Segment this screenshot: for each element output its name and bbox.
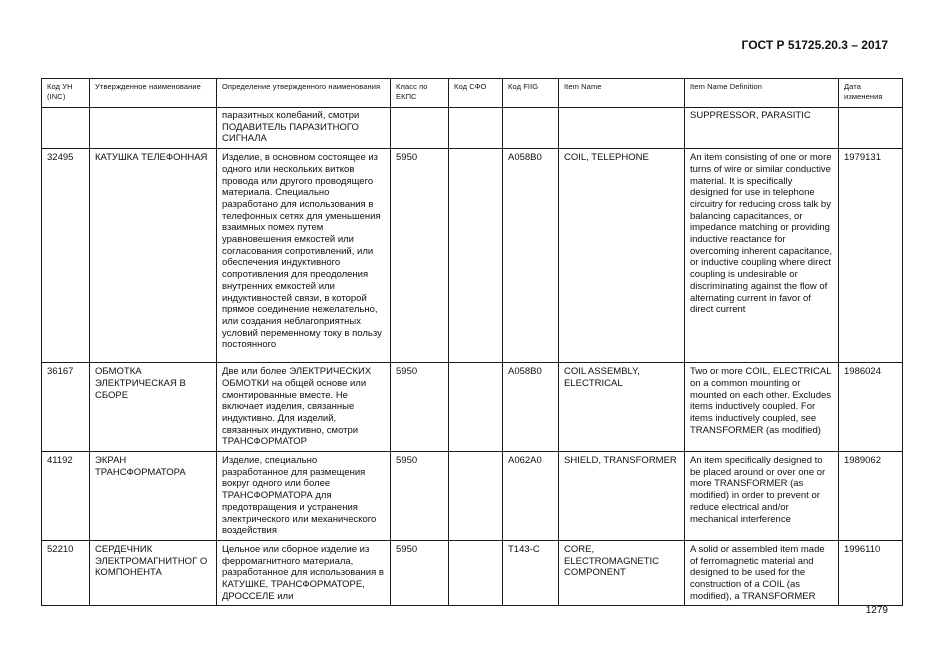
table-row bbox=[42, 108, 903, 149]
cell-inc: 52210 bbox=[42, 540, 90, 606]
column-header-item-name: Item Name bbox=[559, 79, 685, 108]
table-row bbox=[42, 363, 903, 452]
cell-fiig: T143-C bbox=[503, 540, 559, 606]
column-header-fiig: Код FIIG bbox=[503, 79, 559, 108]
cell-sfo bbox=[449, 540, 503, 606]
column-header-class: Класс по ЕКПС bbox=[391, 79, 449, 108]
column-header-sfo: Код СФО bbox=[449, 79, 503, 108]
cell-fiig: A058B0 bbox=[503, 149, 559, 363]
column-header-inc: Код УН (INC) bbox=[42, 79, 90, 108]
cell-definition: паразитных колебаний, смотри ПОДАВИТЕЛЬ ПАРАЗИТНОГО СИГНАЛА bbox=[217, 108, 391, 149]
cell-definition: Две или более ЭЛЕКТРИЧЕСКИХ ОБМОТКИ на общей основе или смонтированные вместе. Не включает изделия, связанные индуктивно. Для изделий, связанных индуктивно, смотри ТРАНСФОРМАТОР bbox=[217, 363, 391, 452]
cell-inc: 32495 bbox=[42, 149, 90, 363]
cell-date bbox=[839, 108, 903, 149]
document-title: ГОСТ Р 51725.20.3 – 2017 bbox=[741, 38, 888, 52]
cell-item-definition: An item specifically designed to be placed around or over one or more TRANSFORMER (as modified) in order to prevent or reduce electrical and/or mechanical interference bbox=[685, 452, 839, 541]
column-header-definition: Определение утвержденного наименования bbox=[217, 79, 391, 108]
column-header-item-definition: Item Name Definition bbox=[685, 79, 839, 108]
cell-inc: 41192 bbox=[42, 452, 90, 541]
cell-class: 5950 bbox=[391, 540, 449, 606]
table-row bbox=[42, 149, 903, 363]
cell-date: 1986024 bbox=[839, 363, 903, 452]
cell-fiig: A058B0 bbox=[503, 363, 559, 452]
cell-approved-name: КАТУШКА ТЕЛЕФОННАЯ bbox=[90, 149, 217, 363]
cell-sfo bbox=[449, 149, 503, 363]
column-header-date: Дата изменения bbox=[839, 79, 903, 108]
table-header-row bbox=[42, 79, 903, 108]
table-row bbox=[42, 452, 903, 541]
cell-item-name: COIL, TELEPHONE bbox=[559, 149, 685, 363]
cell-item-definition: An item consisting of one or more turns of wire or similar conductive material. It is specifically designed for use in telephone circuitry for reducing cross talk by balancing capacitances, or impedance matching or providing inductive reactance for overcoming inherent capacitance, or inductive coupling where direct coupling is undesirable or discriminating against the flow of alternating current in favor of direct current bbox=[685, 149, 839, 363]
cell-definition: Изделие, специально разработанное для размещения вокруг одного или более ТРАНСФОРМАТОРА для предотвращения и устранения электрического или механического воздействия bbox=[217, 452, 391, 541]
cell-inc: 36167 bbox=[42, 363, 90, 452]
cell-item-name: COIL ASSEMBLY, ELECTRICAL bbox=[559, 363, 685, 452]
cell-item-definition: Two or more COIL, ELECTRICAL on a common mounting or mounted on each other. Excludes items inductively coupled. For items inductively coupled, see TRANSFORMER (as modified) bbox=[685, 363, 839, 452]
cell-class: 5950 bbox=[391, 452, 449, 541]
cell-item-name: CORE, ELECTROMAGNETIC COMPONENT bbox=[559, 540, 685, 606]
cell-approved-name: СЕРДЕЧНИК ЭЛЕКТРОМАГНИТНОГ О КОМПОНЕНТА bbox=[90, 540, 217, 606]
registry-table bbox=[41, 78, 903, 606]
table-row bbox=[42, 540, 903, 606]
cell-sfo bbox=[449, 363, 503, 452]
cell-approved-name: ОБМОТКА ЭЛЕКТРИЧЕСКАЯ В СБОРЕ bbox=[90, 363, 217, 452]
cell-item-name bbox=[559, 108, 685, 149]
cell-class: 5950 bbox=[391, 149, 449, 363]
cell-fiig: A062A0 bbox=[503, 452, 559, 541]
cell-class bbox=[391, 108, 449, 149]
cell-sfo bbox=[449, 452, 503, 541]
page-number: 1279 bbox=[865, 605, 888, 616]
cell-approved-name bbox=[90, 108, 217, 149]
cell-date: 1989062 bbox=[839, 452, 903, 541]
cell-date: 1979131 bbox=[839, 149, 903, 363]
cell-item-definition: SUPPRESSOR, PARASITIC bbox=[685, 108, 839, 149]
cell-approved-name: ЭКРАН ТРАНСФОРМАТОРА bbox=[90, 452, 217, 541]
cell-fiig bbox=[503, 108, 559, 149]
cell-inc bbox=[42, 108, 90, 149]
cell-sfo bbox=[449, 108, 503, 149]
column-header-approved-name: Утвержденное наименование bbox=[90, 79, 217, 108]
cell-item-definition: A solid or assembled item made of ferromagnetic material and designed to be used for the construction of a COIL (as modified), a TRANSFORMER bbox=[685, 540, 839, 606]
cell-item-name: SHIELD, TRANSFORMER bbox=[559, 452, 685, 541]
cell-definition: Изделие, в основном состоящее из одного или нескольких витков провода или другого проводящего материала. Специально разработано для использования в телефонных сетях для уменьшения взаимных помех путем уравновешения емкостей или согласования сопротивлений, или обеспечения индуктивного сопротивления для преодоления внутренних емкостей или индуктивностей связи, в которой прямое соединение нежелательно, или создания неблагоприятных условий переменному току в пользу постоянного bbox=[217, 149, 391, 363]
cell-date: 1996110 bbox=[839, 540, 903, 606]
cell-class: 5950 bbox=[391, 363, 449, 452]
cell-definition: Цельное или сборное изделие из ферромагнитного материала, разработанное для использования в КАТУШКЕ, ТРАНСФОРМАТОРЕ, ДРОССЕЛЕ или bbox=[217, 540, 391, 606]
